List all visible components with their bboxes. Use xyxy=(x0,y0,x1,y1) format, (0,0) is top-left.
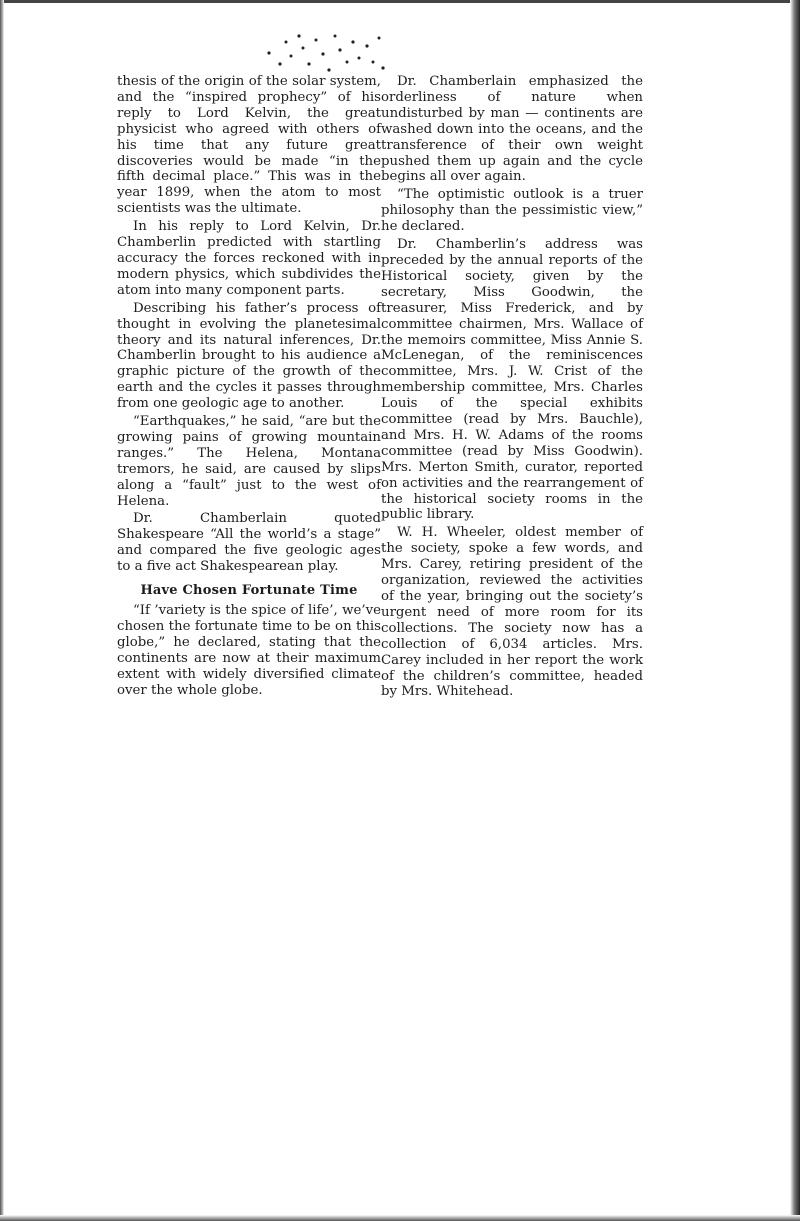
right-paragraph-4: W. H. Wheeler, oldest member of the society, spoke a few words, and Mrs. Carey, retiring president of the organization, reviewed the activities of the year, bringing out the society’s urgent need of more room for its collections. The society now has a collection of 6,034 articles. Mrs. Carey included in her report the work of the children’s committee, headed by Mrs. Whitehead. xyxy=(381,525,643,700)
right-paragraph-1: Dr. Chamberlain emphasized the orderliness of nature when undisturbed by man — continents are washed down into the oceans, and the transference of their own weight pushed them up again and the cycle begins all over again. xyxy=(381,74,643,185)
page-edge-bottom xyxy=(0,1215,800,1221)
right-paragraph-2: “The optimistic outlook is a truer philosophy than the pessimistic view,” he declared. xyxy=(381,187,643,235)
left-paragraph-4: “Earthquakes,” he said, “are but the growing pains of growing mountain ranges.” The Helena, Montana tremors, he said, are caused by slips along a “fault” just to the west of Helena. xyxy=(117,414,381,509)
left-paragraph-6: “If ’variety is the spice of life’, we’ve chosen the fortunate time to be on this globe,” he declared, stating that the continents are now at their maximum extent with widely diversified climate over the whole globe. xyxy=(117,603,381,698)
right-paragraph-3: Dr. Chamberlin’s address was preceded by the annual reports of the Historical society, given by the secretary, Miss Goodwin, the treasurer, Miss Frederick, and by committee chairmen, Mrs. Wallace of the memoirs committee, Miss Annie S. McLenegan, of the reminiscences committee, Mrs. J. W. Crist of the membership committee, Mrs. Charles Louis of the special exhibits committee (read by Mrs. Bauchle), and Mrs. H. W. Adams of the rooms committee (read by Miss Goodwin). Mrs. Merton Smith, curator, reported on activities and the rearrangement of the historical society rooms in the public library. xyxy=(381,237,643,523)
left-paragraph-2: In his reply to Lord Kelvin, Dr. Chamberlin predicted with startling accuracy the forces reckoned with in modern physics, which subdivides the atom into many component parts. xyxy=(117,219,381,298)
page-edge-left xyxy=(0,0,4,1221)
left-paragraph-3: Describing his father’s process of thought in evolving the planetesimal theory and its natural inferences, Dr. Chamberlin brought to his audience a graphic picture of the growth of the earth and the cycles it passes through from one geologic age to another. xyxy=(117,300,381,412)
page-edge-right xyxy=(790,0,800,1221)
section-subheading: Have Chosen Fortunate Time xyxy=(140,583,358,599)
left-paragraph-1: thesis of the origin of the solar system, and the “inspired prophecy” of his reply to Lord Kelvin, the great physicist who agreed with others of his time that any future great discoveries would be made “in the fifth decimal place.” This was in the year 1899, when the atom to most scientists was the ultimate. xyxy=(117,74,381,217)
left-paragraph-5: Dr. Chamberlain quoted Shakespeare “All the world’s a stage” and compared the five geologic ages to a five act Shakespearean play. xyxy=(117,511,381,575)
article-column-right xyxy=(381,74,643,702)
page-edge-top xyxy=(0,0,800,3)
article-column-left xyxy=(117,74,381,700)
